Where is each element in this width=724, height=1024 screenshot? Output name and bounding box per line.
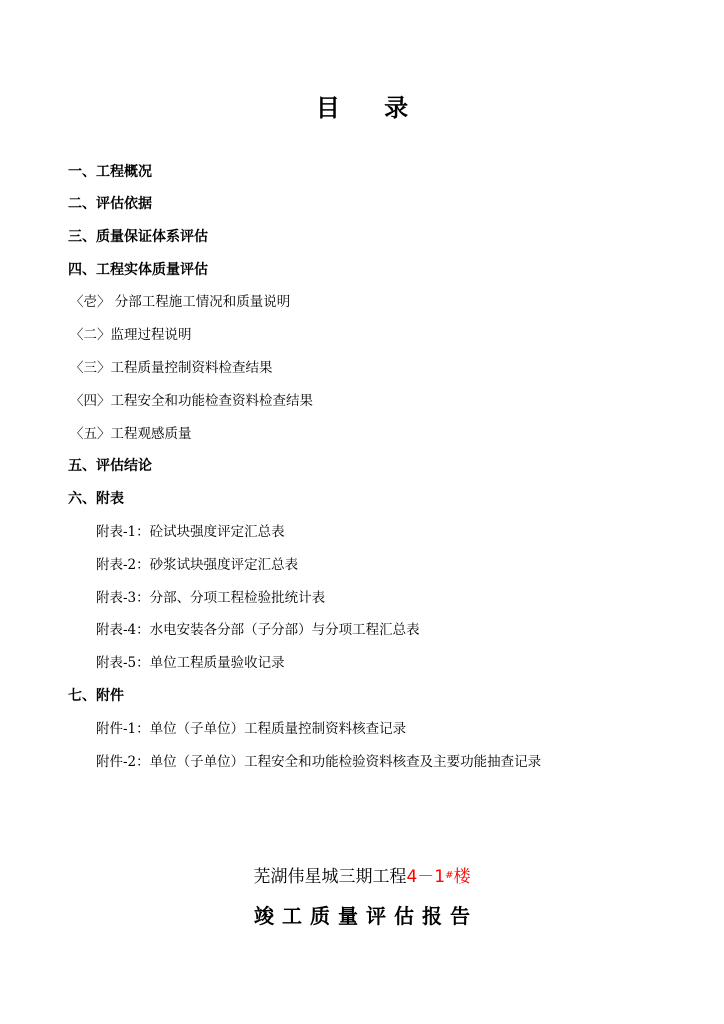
toc-section-3: 三、质量保证体系评估 (68, 229, 208, 245)
toc-section-4: 四、工程实体质量评估 (68, 262, 208, 278)
toc-subsection-4-5: 〈五〉工程观感质量 (70, 426, 192, 442)
toc-subsection-4-3: 〈三〉工程质量控制资料检查结果 (70, 360, 273, 376)
toc-attachment-2: 附件-2：单位（子单位）工程安全和功能检验资料核查及主要功能抽查记录 (96, 754, 542, 770)
toc-section-5: 五、评估结论 (68, 458, 152, 474)
project-name-line (0, 862, 724, 887)
toc-appendix-table-4: 附表-4：水电安装各分部（子分部）与分项工程汇总表 (96, 622, 420, 638)
toc-section-2: 二、评估依据 (68, 196, 152, 212)
toc-section-1: 一、工程概况 (68, 164, 152, 180)
building-number-mark: # (445, 870, 454, 881)
toc-attachment-1: 附件-1：单位（子单位）工程质量控制资料核查记录 (96, 721, 407, 737)
toc-subsection-4-4: 〈四〉工程安全和功能检查资料检查结果 (70, 393, 313, 409)
toc-subsection-4-2: 〈二〉监理过程说明 (70, 327, 192, 343)
toc-appendix-table-1: 附表-1：砼试块强度评定汇总表 (96, 524, 285, 540)
project-name: 芜湖伟星城三期工程 (253, 867, 407, 887)
toc-section-7: 七、附件 (68, 688, 124, 704)
toc-subsection-4-1: 〈壱〉 分部工程施工情况和质量说明 (70, 294, 291, 310)
building-number-value: 4－1 (406, 867, 446, 887)
toc-appendix-table-3: 附表-3：分部、分项工程检验批统计表 (96, 590, 326, 606)
page-title: 目 录 (315, 94, 427, 122)
toc-appendix-table-2: 附表-2：砂浆试块强度评定汇总表 (96, 557, 299, 573)
building-suffix: 楼 (453, 867, 471, 887)
report-title: 竣工质量评估报告 (254, 904, 478, 928)
toc-section-6: 六、附表 (68, 491, 124, 507)
building-number (406, 867, 470, 887)
toc-appendix-table-5: 附表-5：单位工程质量验收记录 (96, 655, 285, 671)
